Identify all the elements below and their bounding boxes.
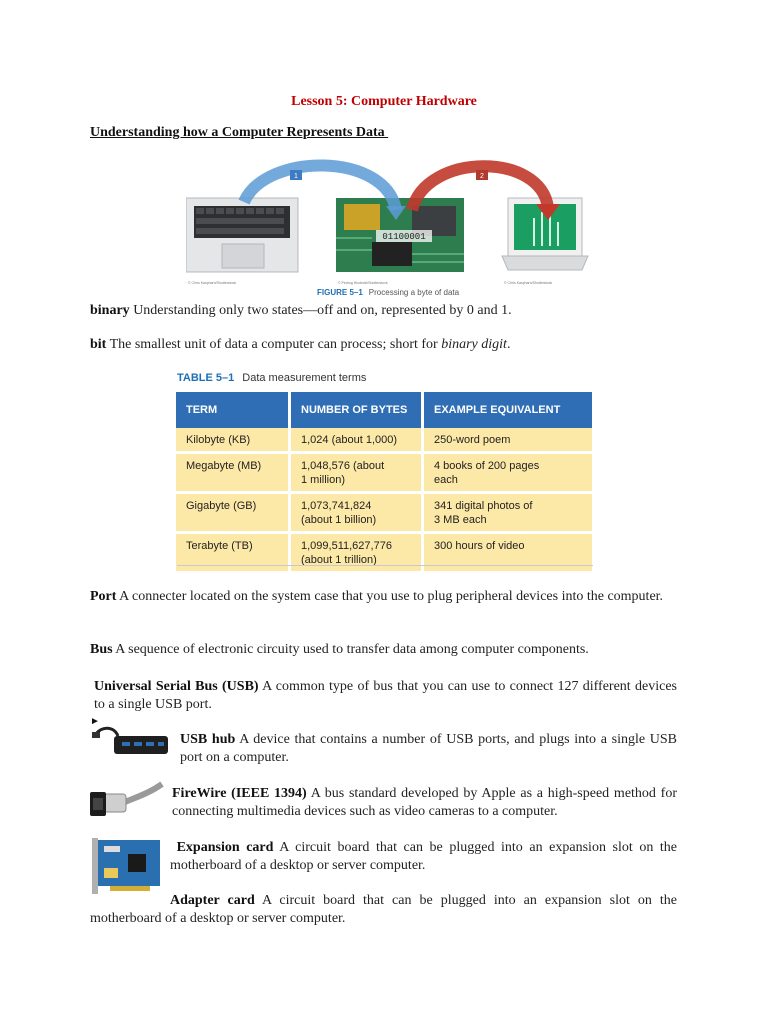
laptop-image (186, 198, 298, 285)
term-bit (90, 336, 677, 354)
figure-illustration (186, 158, 590, 302)
term-firewire-def: A bus standard developed by Apple as a high-speed method for connecting multimedia devices such as video cameras to a computer. (172, 786, 677, 819)
term-bit-italic: binary digit (441, 337, 507, 352)
binary-code: 01100001 (382, 232, 426, 242)
svg-text:© Pedrog Wodecki/Shutterstock: © Pedrog Wodecki/Shutterstock (338, 281, 388, 285)
term-port-label: Port (90, 589, 117, 604)
term-binary-label: binary (90, 303, 130, 318)
term-adapter-def: A circuit board that can be plugged into an expansion slot on the motherboard of a desktop or server computer. (90, 893, 678, 926)
table-cell: 4 books of 200 pages each (423, 453, 593, 493)
figure-label: FIGURE 5–1 (317, 288, 363, 297)
expansion-card-image (92, 838, 162, 894)
table-row (176, 493, 592, 533)
term-port (90, 588, 677, 606)
term-firewire-label: FireWire (IEEE 1394) (172, 786, 307, 801)
table-header-example: EXAMPLE EQUIVALENT (423, 392, 593, 428)
term-bit-end: . (506, 337, 511, 352)
step-2-badge: 2 (480, 173, 484, 180)
usb-hub-image (92, 724, 170, 764)
table-cell: Gigabyte (GB) (176, 493, 290, 533)
term-adapter-label: Adapter card (170, 893, 255, 908)
section-subtitle: Understanding how a Computer Represents Data (90, 125, 389, 140)
table-footer-rule (177, 565, 593, 570)
table-row (176, 453, 592, 493)
term-bit-def: The smallest unit of data a computer can process; short for (106, 337, 442, 352)
term-usb (94, 678, 677, 714)
table-cell: 1,099,511,627,776 (about 1 trillion) (290, 533, 423, 573)
term-usb-label: Universal Serial Bus (USB) (94, 679, 259, 694)
term-port-def: A connecter located on the system case that you use to plug peripheral devices into the computer. (116, 589, 664, 604)
table-header-term: TERM (176, 392, 290, 428)
figure-caption (317, 288, 459, 297)
table-header-row (176, 392, 592, 428)
term-usb-hub (180, 731, 677, 767)
table-row (176, 428, 592, 453)
table-title: Data measurement terms (242, 372, 367, 384)
table-cell: 300 hours of video (423, 533, 593, 573)
term-adapter-card (90, 892, 677, 928)
table-cell: 341 digital photos of 3 MB each (423, 493, 593, 533)
term-expansion-card (170, 839, 677, 875)
term-usb-hub-label: USB hub (180, 732, 236, 747)
table-cell: Megabyte (MB) (176, 453, 290, 493)
term-usb-hub-def: A device that contains a number of USB ports, and plugs into a single USB port on a computer. (180, 732, 678, 765)
table-header-bytes: NUMBER OF BYTES (290, 392, 423, 428)
svg-text:© Chris Kaspharn/Shutterstock: © Chris Kaspharn/Shutterstock (504, 281, 553, 285)
term-bit-label: bit (90, 337, 107, 352)
term-binary (90, 302, 677, 320)
firewire-cable-image (90, 778, 164, 826)
table-label: TABLE 5–1 (177, 372, 235, 384)
table-cell: 1,048,576 (about 1 million) (290, 453, 423, 493)
term-firewire (172, 785, 677, 821)
term-usb-def: A common type of bus that you can use to connect 127 different devices to a single USB port. (94, 679, 677, 712)
page-title: Lesson 5: Computer Hardware (291, 94, 477, 109)
table-heading (177, 372, 366, 384)
table-cell: 250-word poem (423, 428, 593, 453)
term-bus-def: A sequence of electronic circuity used to transfer data among computer components. (112, 642, 589, 657)
table-cell: Terabyte (TB) (176, 533, 290, 573)
table-cell: 1,024 (about 1,000) (290, 428, 423, 453)
figure-processing-byte (186, 158, 590, 302)
table-cell: Kilobyte (KB) (176, 428, 290, 453)
arrow-marker-icon: ► (90, 716, 100, 727)
table-cell: 1,073,741,824 (about 1 billion) (290, 493, 423, 533)
term-expansion-def: A circuit board that can be plugged into an expansion slot on the motherboard of a desktop or server computer. (170, 840, 678, 873)
svg-text:© Chris Kaspharn/Shutterstock: © Chris Kaspharn/Shutterstock (188, 281, 237, 285)
term-binary-def: Understanding only two states—off and on, represented by 0 and 1. (129, 303, 512, 318)
step-1-badge: 1 (294, 173, 298, 180)
term-expansion-label: Expansion card (176, 840, 274, 855)
term-bus-label: Bus (90, 642, 113, 657)
term-bus (90, 641, 677, 659)
figure-caption-text: Processing a byte of data (368, 288, 460, 297)
data-measurement-table (176, 392, 592, 574)
